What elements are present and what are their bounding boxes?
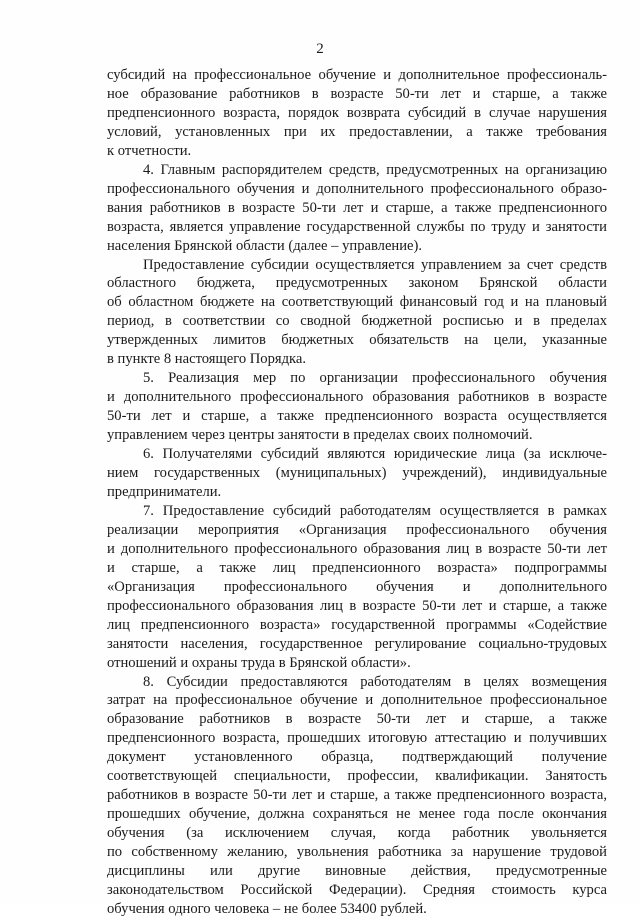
- text-line: предприниматели.: [107, 483, 222, 500]
- text-line: и дополнительного профессионального образования работников в возрасте: [107, 389, 607, 406]
- paragraph: [107, 445, 607, 502]
- text-line: предпенсионного возраста, порядок возврата субсидий в случае нарушения: [107, 104, 607, 121]
- paragraph: [107, 161, 607, 256]
- text-line: профессионального образования лиц в возрасте 50-ти лет и старше, а также: [107, 597, 607, 614]
- text-line: законодательством Российской Федерации). Средняя стоимость курса: [107, 881, 607, 898]
- text-line: вания работников в возрасте 50-ти лет и старше, а также предпенсионного: [107, 199, 607, 216]
- text-line: возраста, является управление государственной службы по труду и занятости: [107, 218, 607, 235]
- text-line: по собственному желанию, увольнения работника за нарушение трудовой: [107, 844, 607, 861]
- text-line: нием государственных (муниципальных) учреждений), индивидуальные: [107, 465, 607, 482]
- text-line: соответствующей специальности, профессии, квалификации. Занятость: [107, 768, 607, 785]
- text-line: предпенсионного возраста, прошедших итоговую аттестацию и получивших: [107, 730, 607, 747]
- paragraph: [107, 369, 607, 445]
- text-line: лиц предпенсионного возраста» государственной программы «Содействие: [107, 616, 607, 633]
- text-line: 8. Субсидии предоставляются работодателям в целях возмещения: [143, 673, 607, 690]
- text-line: к отчетности.: [107, 142, 192, 159]
- text-line: Предоставление субсидии осуществляется управлением за счет средств: [143, 256, 607, 273]
- text-line: в пункте 8 настоящего Порядка.: [107, 351, 307, 368]
- paragraph: [107, 673, 607, 919]
- document-body: [107, 66, 607, 919]
- text-line: профессионального обучения и дополнительного профессионального образо-: [107, 180, 607, 197]
- paragraph: [107, 502, 607, 673]
- text-line: документ установленного образца, подтверждающий получение: [107, 749, 607, 766]
- text-line: 4. Главным распорядителем средств, предусмотренных на организацию: [143, 161, 607, 178]
- text-line: областного бюджета, предусмотренных законом Брянской области: [107, 275, 607, 292]
- text-line: утвержденных лимитов бюджетных обязательств на цели, указанные: [107, 332, 607, 349]
- text-line: ное образование работников в возрасте 50-ти лет и старше, а также: [107, 85, 607, 102]
- text-line: обучения одного человека – не более 53400 рублей.: [107, 900, 427, 917]
- paragraph: [107, 66, 607, 161]
- text-line: об областном бюджете на соответствующий финансовый год и на плановый: [107, 294, 607, 311]
- paragraph: [107, 256, 607, 370]
- page-number: 2: [316, 41, 324, 57]
- text-line: затрат на профессиональное обучение и дополнительное профессиональное: [107, 692, 607, 709]
- text-line: условий, установленных при их предоставлении, а также требования: [107, 123, 607, 140]
- text-line: образование работников в возрасте 50-ти лет и старше, а также: [107, 711, 607, 728]
- text-line: населения Брянской области (далее – управление).: [107, 237, 423, 254]
- text-line: управлением через центры занятости в пределах своих полномочий.: [107, 427, 533, 444]
- text-line: работников в возрасте 50-ти лет и старше, а также предпенсионного возраста,: [107, 787, 607, 804]
- text-line: субсидий на профессиональное обучение и дополнительное профессиональ-: [107, 67, 607, 83]
- text-line: 6. Получателями субсидий являются юридические лица (за исключе-: [143, 446, 607, 463]
- text-line: 7. Предоставление субсидий работодателям осуществляется в рамках: [143, 502, 607, 519]
- text-line: период, в соответствии со сводной бюджетной росписью и в пределах: [107, 313, 607, 330]
- text-line: 5. Реализация мер по организации профессионального обучения: [143, 370, 607, 387]
- text-line: отношений и охраны труда в Брянской области».: [107, 654, 411, 671]
- text-line: 50-ти лет и старше, а также предпенсионного возраста осуществляется: [107, 408, 607, 425]
- text-line: реализации мероприятия «Организация профессионального обучения: [107, 521, 607, 538]
- text-line: дисциплины или другие виновные действия, предусмотренные: [107, 863, 607, 880]
- text-line: «Организация профессионального обучения и дополнительного: [107, 578, 607, 595]
- text-line: занятости населения, государственное регулирование социально-трудовых: [107, 635, 607, 652]
- text-line: прошедших обучение, должна сохраняться не менее года после окончания: [107, 806, 607, 823]
- text-line: и дополнительного профессионального образования лиц в возрасте 50-ти лет: [107, 540, 607, 557]
- text-line: обучения (за исключением случая, когда работник увольняется: [107, 825, 607, 842]
- text-line: и старше, а также лиц предпенсионного возраста» подпрограммы: [107, 559, 607, 576]
